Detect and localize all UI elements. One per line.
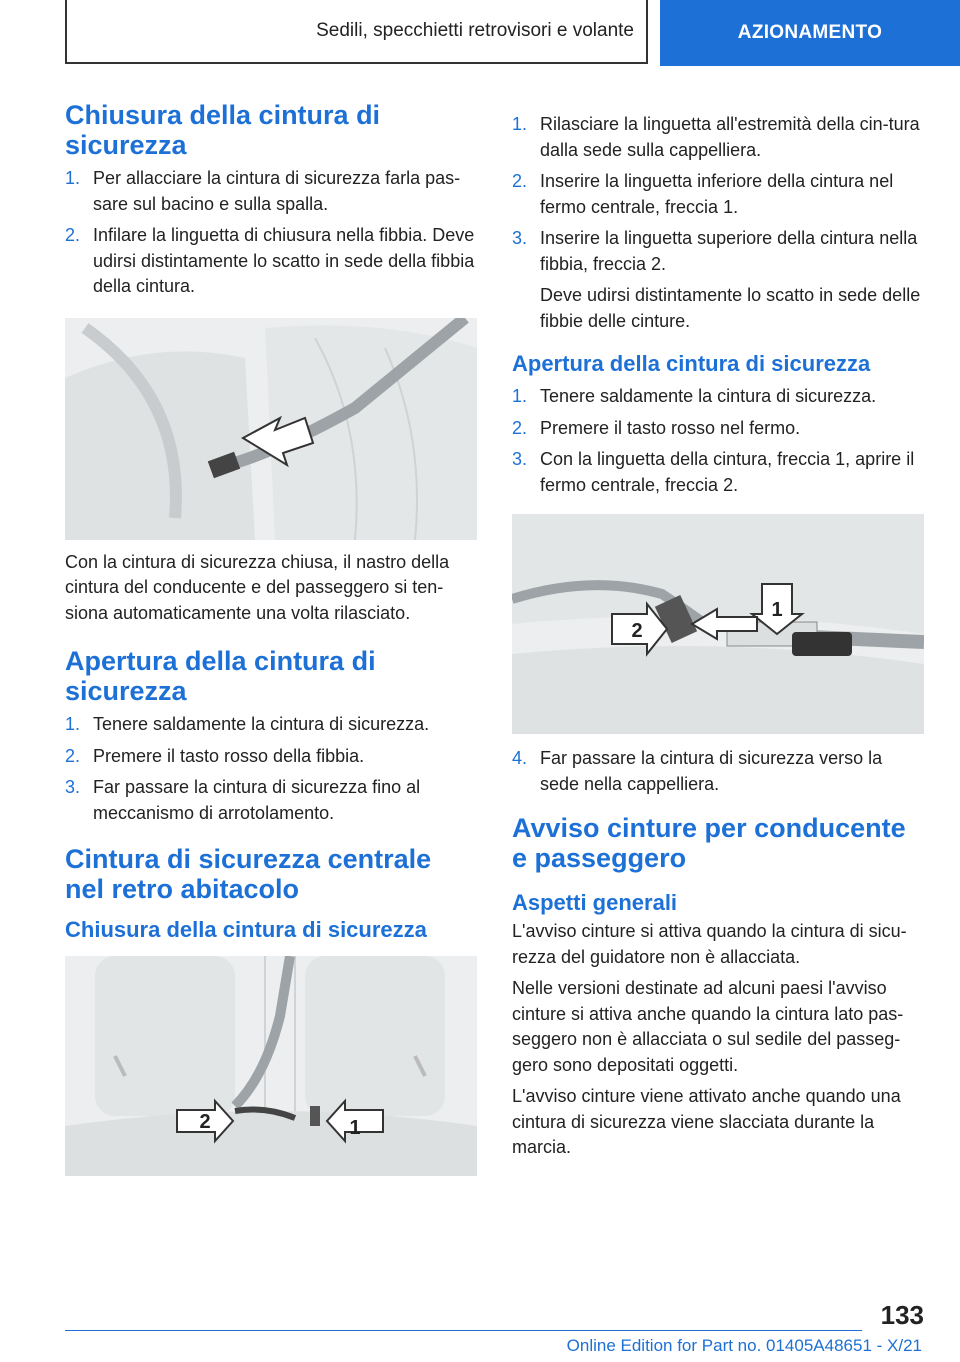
step-number: 1. [512,386,528,406]
list-item [512,416,924,442]
step-number: 1. [65,714,81,734]
step-text: Tenere saldamente la cintura di sicurezza. [540,386,877,406]
list-item [65,744,477,770]
warning-paragraph: L'avviso cinture viene attivato anche quando una cintura di sicurezza viene slacciata durante la marcia. [512,1086,901,1157]
center-open-steps [512,384,924,498]
step-text: Premere il tasto rosso nel fermo. [540,417,801,438]
step-note: Deve udirsi distintamente lo scatto in sede delle fibbie delle cinture. [540,285,921,331]
figure-center-buckle-open [512,514,924,734]
step-body [540,226,924,334]
section-tab[interactable] [660,0,960,66]
step-number: 1. [512,114,528,134]
step-text: Far passare la cintura di sicurezza fino al meccanismo di arrotolamento. [93,777,421,823]
step-text: Premere il tasto rosso della fibbia. [93,745,365,766]
step-number: 4. [512,748,528,768]
step-number: 2. [512,417,528,438]
tension-paragraph: Con la cintura di sicurezza chiusa, il nastro della cintura del conducente e del passeggero si ten-siona automaticamente una volta rilasciato. [65,551,450,623]
edition-footer: Online Edition for Part no. 01405A48651 - X/21 [566,1336,922,1355]
figure-label-1: 1 [771,599,783,621]
figure-front-seat-belt [65,318,477,540]
section-label: AZIONAMENTO [737,22,883,43]
step-number: 3. [512,228,528,248]
heading-belt-warning: Avviso cinture per conducente e passeggero [512,813,906,873]
chapter-header [65,0,648,64]
list-item [512,746,924,797]
step-text: Infilare la linguetta di chiusura nella fibbia. Deve udirsi distintamente lo scatto in sede della fibbia della cintura. [93,225,475,296]
figure-label-2: 2 [199,1111,211,1133]
heading-center-fasten: Chiusura della cintura di sicurezza [65,917,427,942]
left-column [65,100,477,1176]
warning-paragraph: L'avviso cinture si attiva quando la cintura di sicu-rezza del guidatore non è allacciata. [512,921,907,967]
step-number: 3. [512,449,528,469]
list-item [512,384,924,410]
step-text: Inserire la linguetta superiore della cintura nella fibbia, freccia 2. [540,228,918,274]
footer-divider [65,1330,862,1331]
list-item [512,226,924,334]
page-number: 133 [880,1300,924,1330]
list-item [65,775,477,826]
heading-general: Aspetti generali [512,890,678,915]
list-item [512,112,924,163]
step-number: 3. [65,777,81,797]
step-number: 2. [512,171,528,191]
heading-open-belt: Apertura della cintura di sicurezza [65,646,376,706]
step-text: Con la linguetta della cintura, freccia 1, aprire il fermo centrale, freccia 2. [540,449,915,495]
step-text: Rilasciare la linguetta all'estremità della cin-tura dalla sede sulla cappelliera. [540,114,920,160]
step-number: 2. [65,745,81,766]
chapter-title: Sedili, specchietti retrovisori e volante [316,20,634,41]
right-column [512,112,924,1167]
center-open-step4 [512,746,924,797]
figure-label-2: 2 [631,620,643,642]
heading-center-belt: Cintura di sicurezza centrale nel retro abitacolo [65,844,432,904]
step-number: 2. [65,225,81,245]
list-item [65,223,477,300]
center-fasten-steps [512,112,924,334]
step-number: 1. [65,168,81,188]
step-text: Inserire la linguetta inferiore della cintura nel fermo centrale, freccia 1. [540,171,894,217]
figure-rear-seat-fasten [65,956,477,1176]
warning-paragraph: Nelle versioni destinate ad alcuni paesi l'avviso cinture si attiva anche quando la cintura lato pas-seggero non è allacciata o sul sedile del passeg-gero sono depositati oggetti. [512,978,904,1075]
list-item [65,712,477,738]
open-steps [65,712,477,826]
heading-fasten-belt: Chiusura della cintura di sicurezza [65,100,381,160]
fasten-steps [65,166,477,300]
list-item [512,447,924,498]
step-text: Far passare la cintura di sicurezza verso la sede nella cappelliera. [540,748,883,794]
step-text: Per allacciare la cintura di sicurezza farla pas-sare sul bacino e sulla spalla. [93,168,461,214]
step-text: Tenere saldamente la cintura di sicurezza. [93,714,430,734]
figure-label-1: 1 [349,1117,361,1139]
list-item [65,166,477,217]
heading-center-open: Apertura della cintura di sicurezza [512,351,871,376]
list-item [512,169,924,220]
